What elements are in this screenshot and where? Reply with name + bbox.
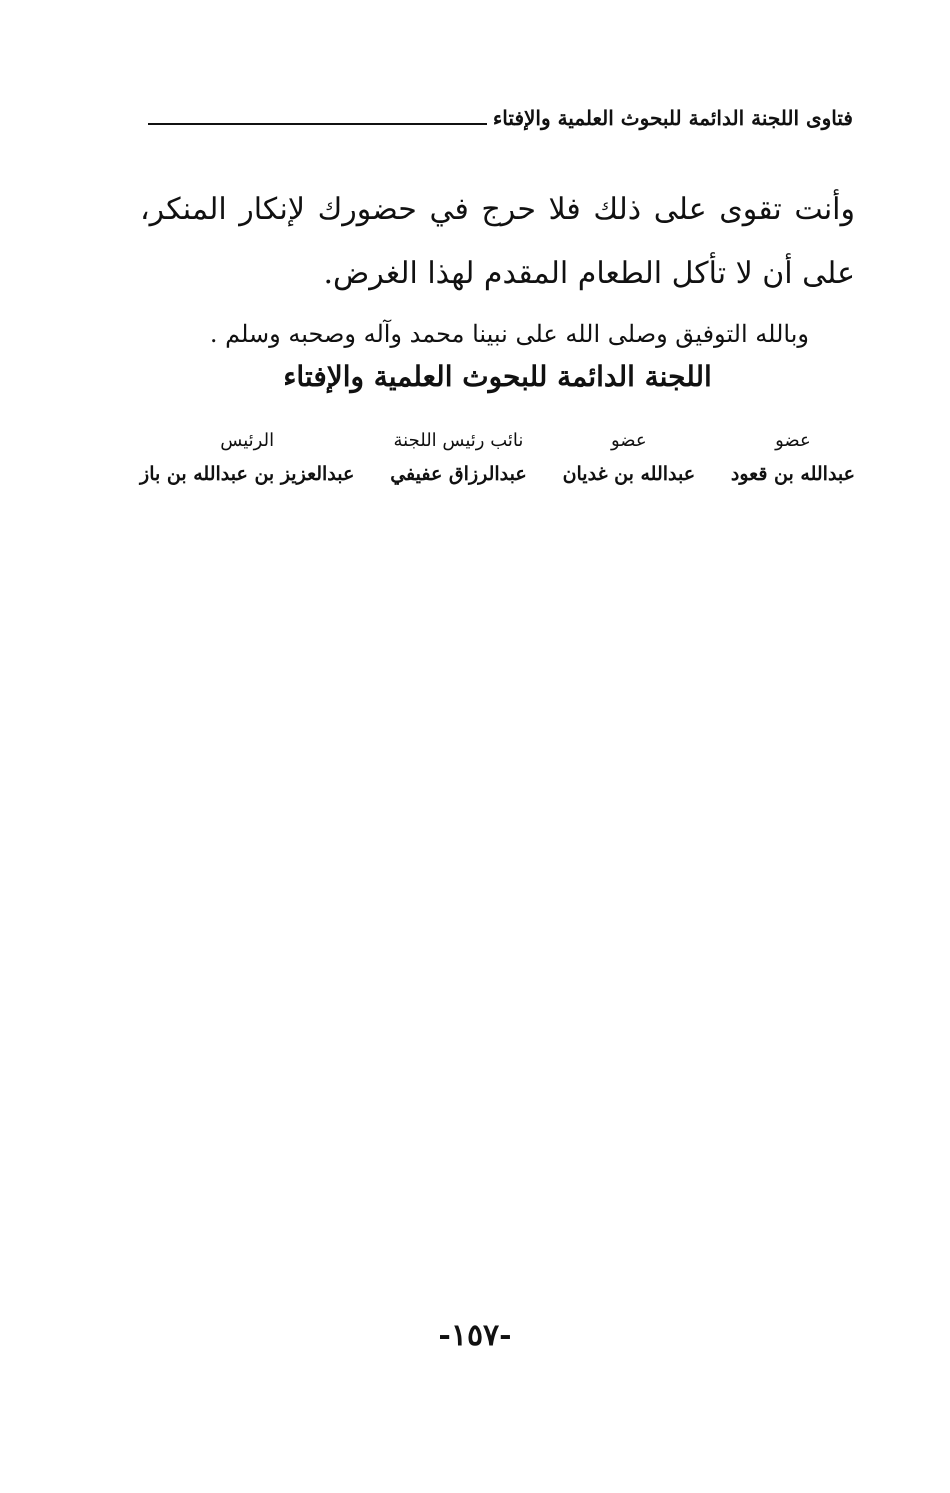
running-header (148, 106, 853, 130)
signatory-member-2 (563, 426, 696, 492)
signatory-chairman (140, 426, 354, 492)
fatwa-paragraph: وأنت تقوى على ذلك فلا حرج في حضورك لإنكار المنكر، على أن لا تأكل الطعام المقدم لهذا الغرض. (140, 192, 855, 291)
signatory-name: عبدالله بن قعود (730, 463, 855, 485)
page-number: -١٥٧- (438, 1318, 512, 1353)
signatory-role: عضو (611, 430, 647, 451)
committee-title: اللجنة الدائمة للبحوث العلمية والإفتاء (283, 360, 712, 393)
signatory-member-1 (731, 426, 855, 492)
signatory-role: عضو (775, 430, 811, 451)
fatwa-body (140, 178, 855, 354)
signatories (140, 426, 855, 492)
signatory-name: عبدالرزاق عفيفي (390, 463, 527, 485)
running-header-title: فتاوى اللجنة الدائمة للبحوث العلمية والإفتاء (492, 106, 853, 130)
closing-prayer: وبالله التوفيق وصلى الله على نبينا محمد وآله وصحبه وسلم . (209, 320, 809, 348)
signatory-name: عبدالله بن غديان (562, 463, 696, 485)
header-rule (148, 123, 487, 125)
signatory-name: عبدالعزيز بن عبدالله بن باز (140, 463, 355, 485)
signatory-role: الرئيس (220, 430, 275, 451)
signatory-vice-chairman (390, 426, 527, 492)
signatory-role: نائب رئيس اللجنة (393, 430, 524, 451)
